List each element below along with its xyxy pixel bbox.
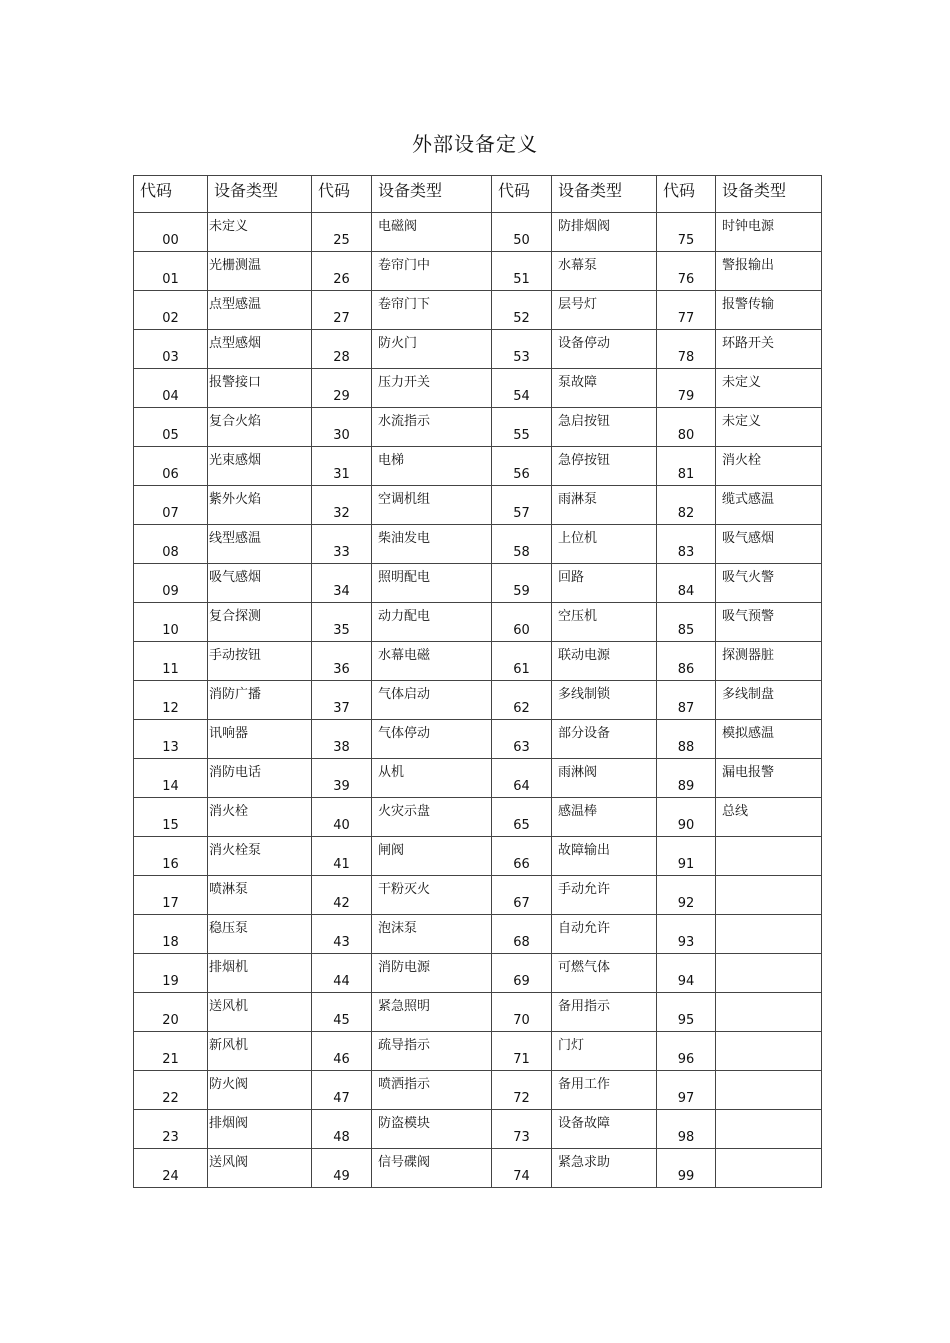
device-code-cell: 24: [134, 1149, 208, 1188]
device-type-cell: [716, 1071, 822, 1110]
device-code-cell: 86: [657, 642, 716, 681]
device-code-cell: 39: [312, 759, 372, 798]
table-row: [134, 369, 822, 408]
device-type-cell: 雨淋泵: [552, 486, 657, 525]
device-type-cell: 报警传输: [716, 291, 822, 330]
device-type-cell: 吸气火警: [716, 564, 822, 603]
device-code-cell: 55: [492, 408, 552, 447]
device-code-cell: 94: [657, 954, 716, 993]
device-type-cell: 急停按钮: [552, 447, 657, 486]
device-type-cell: 消火栓泵: [208, 837, 312, 876]
device-type-cell: 漏电报警: [716, 759, 822, 798]
column-header-code: 代码: [657, 176, 716, 213]
column-header-code: 代码: [134, 176, 208, 213]
table-row: [134, 330, 822, 369]
device-type-cell: 消防电源: [372, 954, 492, 993]
device-code-cell: 13: [134, 720, 208, 759]
device-type-cell: 防盗模块: [372, 1110, 492, 1149]
table-row: [134, 564, 822, 603]
device-code-cell: 60: [492, 603, 552, 642]
device-code-cell: 59: [492, 564, 552, 603]
device-code-cell: 84: [657, 564, 716, 603]
device-type-cell: 备用工作: [552, 1071, 657, 1110]
device-code-cell: 74: [492, 1149, 552, 1188]
device-type-cell: 动力配电: [372, 603, 492, 642]
device-type-cell: 消火栓: [208, 798, 312, 837]
device-code-cell: 28: [312, 330, 372, 369]
device-code-cell: 61: [492, 642, 552, 681]
device-code-cell: 34: [312, 564, 372, 603]
device-type-cell: 警报输出: [716, 252, 822, 291]
device-code-cell: 48: [312, 1110, 372, 1149]
device-type-cell: 复合探测: [208, 603, 312, 642]
device-type-cell: 喷淋泵: [208, 876, 312, 915]
device-type-cell: 时钟电源: [716, 213, 822, 252]
device-code-cell: 72: [492, 1071, 552, 1110]
device-type-cell: 防火门: [372, 330, 492, 369]
table-row: [134, 993, 822, 1032]
device-type-cell: 卷帘门下: [372, 291, 492, 330]
device-type-cell: 缆式感温: [716, 486, 822, 525]
device-type-cell: [716, 1110, 822, 1149]
device-type-cell: 紧急照明: [372, 993, 492, 1032]
device-code-cell: 26: [312, 252, 372, 291]
table-row: [134, 681, 822, 720]
device-type-cell: 新风机: [208, 1032, 312, 1071]
device-code-cell: 71: [492, 1032, 552, 1071]
device-code-cell: 21: [134, 1032, 208, 1071]
device-code-cell: 77: [657, 291, 716, 330]
table-row: [134, 954, 822, 993]
device-type-cell: 紧急求助: [552, 1149, 657, 1188]
device-type-cell: 送风机: [208, 993, 312, 1032]
device-code-cell: 01: [134, 252, 208, 291]
device-code-cell: 93: [657, 915, 716, 954]
device-type-cell: 光束感烟: [208, 447, 312, 486]
device-type-cell: 多线制锁: [552, 681, 657, 720]
device-code-cell: 08: [134, 525, 208, 564]
device-code-cell: 53: [492, 330, 552, 369]
device-type-cell: [716, 1032, 822, 1071]
device-type-cell: 防火阀: [208, 1071, 312, 1110]
device-code-cell: 85: [657, 603, 716, 642]
device-code-cell: 64: [492, 759, 552, 798]
device-type-cell: 电磁阀: [372, 213, 492, 252]
device-type-cell: 紫外火焰: [208, 486, 312, 525]
device-code-cell: 66: [492, 837, 552, 876]
device-type-cell: 设备故障: [552, 1110, 657, 1149]
device-code-cell: 11: [134, 642, 208, 681]
device-type-cell: 报警接口: [208, 369, 312, 408]
device-code-cell: 18: [134, 915, 208, 954]
device-type-cell: 未定义: [716, 369, 822, 408]
device-definition-table: [133, 175, 822, 1188]
device-code-cell: 14: [134, 759, 208, 798]
table-row: [134, 1032, 822, 1071]
device-type-cell: 照明配电: [372, 564, 492, 603]
device-code-cell: 03: [134, 330, 208, 369]
device-code-cell: 56: [492, 447, 552, 486]
device-code-cell: 73: [492, 1110, 552, 1149]
device-type-cell: 手动按钮: [208, 642, 312, 681]
table-row: [134, 525, 822, 564]
device-type-cell: 吸气感烟: [208, 564, 312, 603]
device-type-cell: 急启按钮: [552, 408, 657, 447]
device-code-cell: 79: [657, 369, 716, 408]
device-type-cell: 复合火焰: [208, 408, 312, 447]
device-code-cell: 04: [134, 369, 208, 408]
column-header-device-type: 设备类型: [716, 176, 822, 213]
device-code-cell: 99: [657, 1149, 716, 1188]
device-type-cell: 空压机: [552, 603, 657, 642]
device-code-cell: 58: [492, 525, 552, 564]
device-code-cell: 69: [492, 954, 552, 993]
device-code-cell: 38: [312, 720, 372, 759]
device-code-cell: 35: [312, 603, 372, 642]
device-code-cell: 09: [134, 564, 208, 603]
table-row: [134, 876, 822, 915]
device-type-cell: 总线: [716, 798, 822, 837]
device-type-cell: 排烟机: [208, 954, 312, 993]
device-code-cell: 15: [134, 798, 208, 837]
device-type-cell: 气体启动: [372, 681, 492, 720]
device-code-cell: 75: [657, 213, 716, 252]
device-type-cell: [716, 1149, 822, 1188]
device-type-cell: 电梯: [372, 447, 492, 486]
device-type-cell: 可燃气体: [552, 954, 657, 993]
device-code-cell: 51: [492, 252, 552, 291]
device-code-cell: 80: [657, 408, 716, 447]
device-type-cell: 探测器脏: [716, 642, 822, 681]
device-type-cell: 水幕电磁: [372, 642, 492, 681]
device-type-cell: 吸气预警: [716, 603, 822, 642]
table-row: [134, 291, 822, 330]
device-code-cell: 67: [492, 876, 552, 915]
device-code-cell: 65: [492, 798, 552, 837]
device-type-cell: 雨淋阀: [552, 759, 657, 798]
device-code-cell: 12: [134, 681, 208, 720]
device-type-cell: 空调机组: [372, 486, 492, 525]
device-type-cell: 吸气感烟: [716, 525, 822, 564]
device-code-cell: 31: [312, 447, 372, 486]
table-row: [134, 603, 822, 642]
device-code-cell: 81: [657, 447, 716, 486]
table-row: [134, 642, 822, 681]
device-code-cell: 62: [492, 681, 552, 720]
column-header-device-type: 设备类型: [208, 176, 312, 213]
device-code-cell: 44: [312, 954, 372, 993]
device-type-cell: 柴油发电: [372, 525, 492, 564]
device-type-cell: 压力开关: [372, 369, 492, 408]
device-type-cell: 感温棒: [552, 798, 657, 837]
device-type-cell: 设备停动: [552, 330, 657, 369]
device-type-cell: 闸阀: [372, 837, 492, 876]
device-type-cell: 自动允许: [552, 915, 657, 954]
device-code-cell: 46: [312, 1032, 372, 1071]
device-type-cell: 点型感烟: [208, 330, 312, 369]
device-type-cell: 故障输出: [552, 837, 657, 876]
device-type-cell: 水幕泵: [552, 252, 657, 291]
device-type-cell: 备用指示: [552, 993, 657, 1032]
table-row: [134, 447, 822, 486]
device-code-cell: 40: [312, 798, 372, 837]
device-code-cell: 49: [312, 1149, 372, 1188]
column-header-device-type: 设备类型: [372, 176, 492, 213]
device-code-cell: 82: [657, 486, 716, 525]
device-type-cell: 上位机: [552, 525, 657, 564]
device-type-cell: 多线制盘: [716, 681, 822, 720]
column-header-code: 代码: [492, 176, 552, 213]
device-type-cell: 卷帘门中: [372, 252, 492, 291]
device-type-cell: 泵故障: [552, 369, 657, 408]
table-row: [134, 408, 822, 447]
device-code-cell: 25: [312, 213, 372, 252]
device-type-cell: [716, 915, 822, 954]
device-code-cell: 97: [657, 1071, 716, 1110]
device-code-cell: 41: [312, 837, 372, 876]
table-row: [134, 1110, 822, 1149]
device-type-cell: 手动允许: [552, 876, 657, 915]
device-type-cell: 回路: [552, 564, 657, 603]
device-code-cell: 07: [134, 486, 208, 525]
table-row: [134, 1149, 822, 1188]
device-type-cell: 从机: [372, 759, 492, 798]
device-code-cell: 98: [657, 1110, 716, 1149]
device-type-cell: 信号碟阀: [372, 1149, 492, 1188]
device-type-cell: 火灾示盘: [372, 798, 492, 837]
device-code-cell: 89: [657, 759, 716, 798]
device-type-cell: 光栅测温: [208, 252, 312, 291]
table-row: [134, 213, 822, 252]
device-type-cell: 联动电源: [552, 642, 657, 681]
device-type-cell: 送风阀: [208, 1149, 312, 1188]
table-row: [134, 915, 822, 954]
table-row: [134, 1071, 822, 1110]
device-code-cell: 06: [134, 447, 208, 486]
device-code-cell: 90: [657, 798, 716, 837]
device-type-cell: 模拟感温: [716, 720, 822, 759]
device-type-cell: 消火栓: [716, 447, 822, 486]
device-type-cell: 未定义: [208, 213, 312, 252]
device-code-cell: 68: [492, 915, 552, 954]
device-code-cell: 47: [312, 1071, 372, 1110]
table-row: [134, 720, 822, 759]
device-type-cell: 防排烟阀: [552, 213, 657, 252]
device-code-cell: 32: [312, 486, 372, 525]
device-code-cell: 43: [312, 915, 372, 954]
device-code-cell: 29: [312, 369, 372, 408]
device-type-cell: 水流指示: [372, 408, 492, 447]
device-type-cell: 干粉灭火: [372, 876, 492, 915]
device-code-cell: 16: [134, 837, 208, 876]
device-type-cell: [716, 876, 822, 915]
device-code-cell: 20: [134, 993, 208, 1032]
device-type-cell: [716, 954, 822, 993]
column-header-code: 代码: [312, 176, 372, 213]
device-code-cell: 83: [657, 525, 716, 564]
device-code-cell: 33: [312, 525, 372, 564]
device-type-cell: 消防电话: [208, 759, 312, 798]
device-code-cell: 00: [134, 213, 208, 252]
table-row: [134, 837, 822, 876]
device-code-cell: 27: [312, 291, 372, 330]
device-code-cell: 36: [312, 642, 372, 681]
device-type-cell: 排烟阀: [208, 1110, 312, 1149]
table-row: [134, 798, 822, 837]
device-type-cell: 疏导指示: [372, 1032, 492, 1071]
device-type-cell: 稳压泵: [208, 915, 312, 954]
device-code-cell: 10: [134, 603, 208, 642]
device-code-cell: 50: [492, 213, 552, 252]
column-header-device-type: 设备类型: [552, 176, 657, 213]
table-row: [134, 486, 822, 525]
table-header-row: [134, 176, 822, 213]
device-type-cell: 层号灯: [552, 291, 657, 330]
page-title: 外部设备定义: [412, 132, 538, 156]
device-type-cell: [716, 993, 822, 1032]
device-code-cell: 92: [657, 876, 716, 915]
device-code-cell: 87: [657, 681, 716, 720]
device-type-cell: [716, 837, 822, 876]
device-type-cell: 泡沫泵: [372, 915, 492, 954]
device-code-cell: 54: [492, 369, 552, 408]
table-row: [134, 252, 822, 291]
device-code-cell: 70: [492, 993, 552, 1032]
table-body: [134, 213, 822, 1188]
device-type-cell: 气体停动: [372, 720, 492, 759]
device-code-cell: 42: [312, 876, 372, 915]
device-code-cell: 17: [134, 876, 208, 915]
device-type-cell: 未定义: [716, 408, 822, 447]
device-type-cell: 部分设备: [552, 720, 657, 759]
device-type-cell: 门灯: [552, 1032, 657, 1071]
device-type-cell: 消防广播: [208, 681, 312, 720]
device-type-cell: 讯响器: [208, 720, 312, 759]
device-type-cell: 环路开关: [716, 330, 822, 369]
device-code-cell: 52: [492, 291, 552, 330]
device-code-cell: 23: [134, 1110, 208, 1149]
device-code-cell: 88: [657, 720, 716, 759]
device-type-cell: 线型感温: [208, 525, 312, 564]
device-code-cell: 96: [657, 1032, 716, 1071]
device-code-cell: 76: [657, 252, 716, 291]
device-code-cell: 91: [657, 837, 716, 876]
device-code-cell: 78: [657, 330, 716, 369]
table-row: [134, 759, 822, 798]
device-code-cell: 57: [492, 486, 552, 525]
device-code-cell: 30: [312, 408, 372, 447]
device-code-cell: 63: [492, 720, 552, 759]
device-type-cell: 点型感温: [208, 291, 312, 330]
device-code-cell: 05: [134, 408, 208, 447]
device-code-cell: 22: [134, 1071, 208, 1110]
device-code-cell: 37: [312, 681, 372, 720]
device-code-cell: 45: [312, 993, 372, 1032]
device-type-cell: 喷洒指示: [372, 1071, 492, 1110]
device-code-cell: 95: [657, 993, 716, 1032]
device-code-cell: 19: [134, 954, 208, 993]
device-code-cell: 02: [134, 291, 208, 330]
